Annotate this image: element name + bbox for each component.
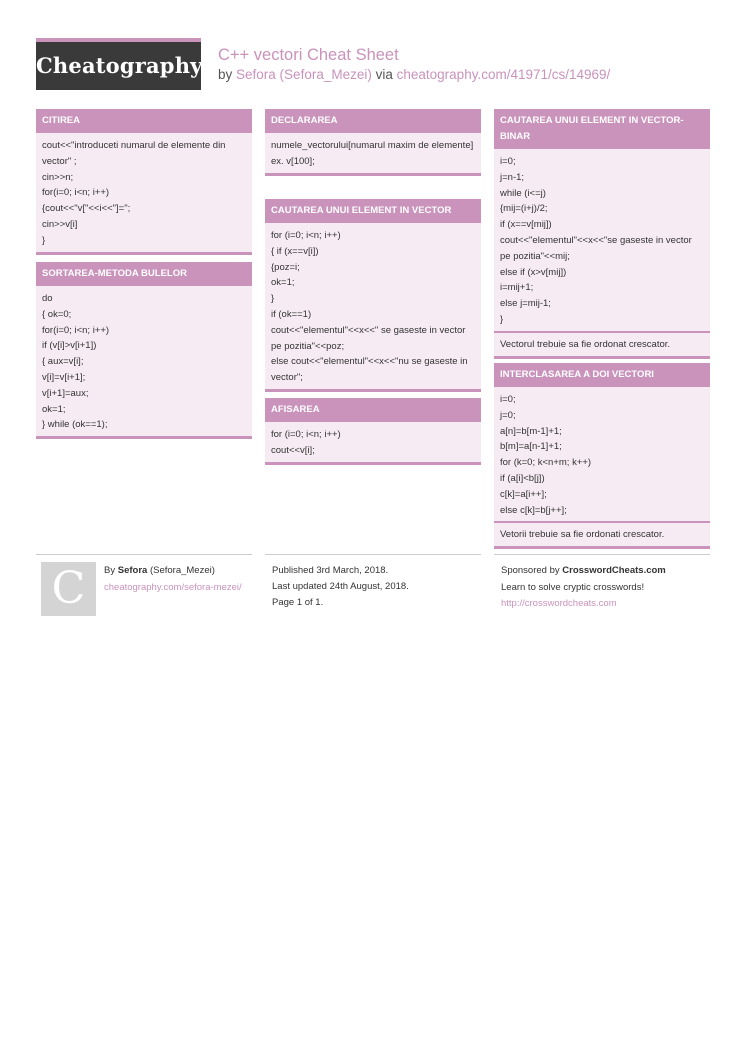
section-cautarea — [265, 199, 481, 392]
author-link[interactable]: Sefora (Sefora_Mezei) — [236, 67, 372, 82]
section-note: Vetorii trebuie sa fie ordonati crescator. — [494, 521, 710, 546]
section-cautarea-binar — [494, 109, 710, 359]
code-line: cin>>n; — [42, 171, 74, 183]
code-line: i=0; — [500, 156, 516, 167]
footer-by: By — [104, 565, 116, 576]
code-line: b[m]=a[n-1]+1; — [500, 441, 562, 453]
code-line: v[i]=v[i+1]; — [42, 371, 86, 383]
code-line: ex. v[100]; — [271, 155, 315, 167]
code-line: if (a[i]<b[j]) — [500, 472, 545, 484]
section-title: CAUTAREA UNUI ELEMENT IN VECTOR-BINAR — [494, 109, 710, 149]
code-line: for (k=0; k<n+m; k++) — [500, 457, 592, 469]
sponsored-prefix: Sponsored by — [501, 565, 560, 576]
avatar-letter: C — [51, 563, 86, 614]
section-body — [265, 223, 481, 389]
section-body — [265, 422, 481, 462]
by-prefix: by — [218, 67, 233, 82]
section-title: DECLARAREA — [265, 109, 481, 133]
code-line: if (v[i]>v[i+1]) — [42, 340, 97, 352]
sponsor-tagline: Learn to solve cryptic crosswords! — [501, 582, 645, 593]
section-title: CITIREA — [36, 109, 252, 133]
page-title: C++ vectori Cheat Sheet — [218, 46, 399, 64]
code-line: } — [271, 293, 275, 305]
code-line: else if (x>v[mij]) — [500, 266, 567, 278]
code-line: j=0; — [500, 409, 516, 421]
avatar[interactable] — [41, 562, 96, 616]
code-line: v[i+1]=aux; — [42, 387, 89, 399]
footer-divider — [265, 554, 481, 555]
section-body — [36, 133, 252, 252]
footer-divider — [494, 554, 710, 555]
section-title: INTERCLASAREA A DOI VECTORI — [494, 363, 710, 387]
sheet-url-link[interactable]: cheatography.com/41971/cs/14969/ — [396, 67, 611, 82]
section-title: AFISAREA — [265, 398, 481, 422]
footer-published: Published 3rd March, 2018. — [272, 565, 389, 576]
section-citirea — [36, 109, 252, 255]
code-line: ok=1; — [42, 403, 66, 415]
code-line: for(i=0; i<n; i++) — [42, 324, 110, 336]
code-line: { ok=0; — [42, 308, 72, 320]
section-declararea — [265, 109, 481, 176]
section-title: SORTAREA-METODA BULELOR — [36, 262, 252, 286]
code-line: for (i=0; i<n; i++) — [271, 230, 341, 241]
section-note: Vectorul trebuie sa fie ordonat crescator. — [494, 331, 710, 356]
section-body — [265, 133, 481, 173]
code-line: i=mij+1; — [500, 282, 534, 294]
code-line: i=0; — [500, 394, 516, 405]
code-line: else c[k]=b[j++]; — [500, 504, 567, 516]
section-body — [494, 387, 710, 521]
code-line: do — [42, 293, 53, 304]
code-line: else j=mij-1; — [500, 298, 551, 310]
code-line: if (ok==1) — [271, 308, 312, 320]
via-text: via — [375, 67, 393, 82]
code-line: cout<<v[i]; — [271, 444, 315, 456]
logo-text: Cheatography — [36, 53, 203, 78]
code-line: } while (ok==1); — [42, 419, 108, 431]
code-line: cin>>v[i] — [42, 218, 78, 230]
footer-divider — [36, 554, 252, 555]
section-sortarea — [36, 262, 252, 439]
section-afisarea — [265, 398, 481, 465]
footer-page-number: Page 1 of 1. — [272, 597, 324, 608]
code-line: while (i<=j) — [500, 187, 546, 199]
code-line: ok=1; — [271, 277, 295, 289]
byline — [218, 67, 610, 82]
code-line: {poz=i; — [271, 261, 300, 273]
sponsor-url-link[interactable]: http://crosswordcheats.com — [501, 598, 617, 609]
code-line: j=n-1; — [500, 171, 525, 183]
code-line: cout<<"elementul"<<x<<"se gaseste in vector pe pozitia"<<mij; — [500, 234, 695, 262]
footer-author-name[interactable]: Sefora — [117, 565, 148, 576]
code-line: if (x==v[mij]) — [500, 219, 552, 231]
section-interclasarea — [494, 363, 710, 549]
section-body — [36, 286, 252, 436]
cheatography-logo[interactable] — [36, 38, 201, 90]
footer-author — [104, 563, 215, 579]
code-line: else cout<<"elementul"<<x<<"nu se gaseste in vector"; — [271, 356, 471, 384]
footer-updated: Last updated 24th August, 2018. — [272, 581, 409, 592]
code-line: c[k]=a[i++]; — [500, 488, 547, 500]
code-line: numele_vectorului[numarul maxim de elemente] — [271, 140, 474, 151]
sponsor-name[interactable]: CrosswordCheats.com — [562, 565, 666, 576]
code-line: { aux=v[i]; — [42, 356, 84, 368]
code-line: cout<<"introduceti numarul de elemente din vector" ; — [42, 140, 229, 167]
code-line: a[n]=b[m-1]+1; — [500, 425, 562, 437]
code-line: for(i=0; i<n; i++) — [42, 187, 110, 199]
section-title: CAUTAREA UNUI ELEMENT IN VECTOR — [265, 199, 481, 223]
section-body — [494, 149, 710, 331]
code-line: cout<<"elementul"<<x<<" se gaseste in vector pe pozitia"<<poz; — [271, 324, 469, 352]
footer-sponsor — [501, 563, 666, 579]
code-line: } — [500, 313, 504, 325]
footer-author-handle: (Sefora_Mezei) — [149, 565, 215, 576]
code-line: { if (x==v[i]) — [271, 245, 319, 257]
code-line: {mij=(i+j)/2; — [500, 203, 548, 215]
code-line: {cout<<"v["<<i<<"]="; — [42, 203, 131, 215]
code-line: } — [42, 234, 46, 246]
code-line: for (i=0; i<n; i++) — [271, 429, 341, 440]
footer-author-url-link[interactable]: cheatography.com/sefora-mezei/ — [104, 582, 242, 593]
